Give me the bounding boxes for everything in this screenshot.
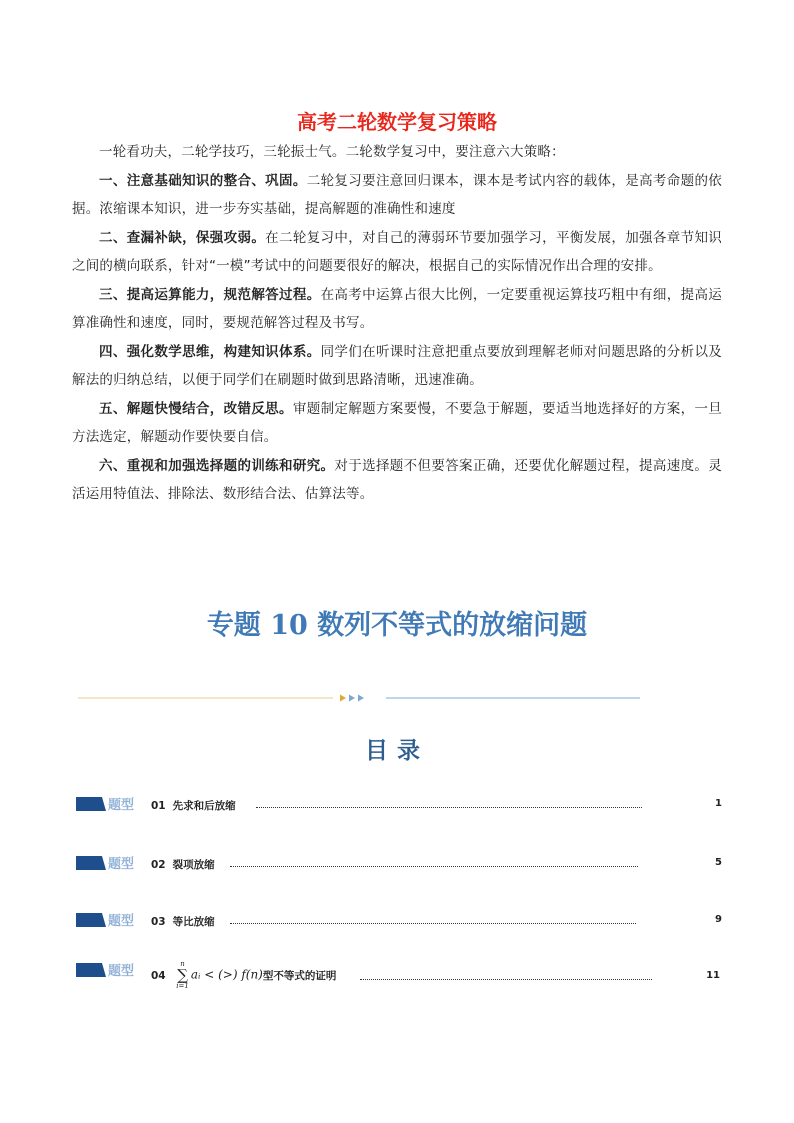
strategy-heading: 二、查漏补缺，保强攻弱。	[99, 229, 266, 246]
strategy-heading: 三、提高运算能力，规范解答过程。	[99, 286, 321, 303]
toc-item[interactable]	[76, 911, 726, 933]
toc-page-number: 11	[706, 970, 720, 981]
toc-leader-dots	[230, 866, 638, 867]
toc-title: 目录	[365, 738, 429, 764]
sum-lower-limit: i=1	[176, 982, 189, 990]
badge-label: 题型	[108, 914, 135, 929]
toc-label: 型不等式的证明	[262, 970, 337, 982]
strategy-heading: 五、解题快慢结合，改错反思。	[99, 400, 293, 417]
strategy-2	[72, 224, 722, 281]
page-title: 高考二轮数学复习策略	[297, 110, 497, 134]
question-type-badge	[76, 795, 148, 813]
strategy-body: 审题制定解题方案要慢，不要急于解题，要适当地选择好的方案，一旦方法选定，解题动作要快要自信。	[72, 400, 722, 445]
strategy-heading: 四、强化数学思维，构建知识体系。	[99, 343, 321, 360]
toc-number: 01	[151, 800, 166, 812]
badge-label: 题型	[108, 857, 135, 872]
toc-page-number: 5	[715, 857, 722, 868]
toc-item[interactable]	[76, 961, 726, 997]
strategy-body: 同学们在听课时注意把重点要放到理解老师对问题思路的分析以及解法的归纳总结，以便于同学们在刷题时做到思路清晰，迅速准确。	[72, 343, 722, 388]
toc-number: 03	[151, 916, 166, 928]
formula-expression: aᵢ < (>) f(n)	[190, 967, 263, 982]
toc-number: 02	[151, 859, 166, 871]
question-type-badge	[76, 961, 148, 979]
toc-item[interactable]	[76, 795, 726, 817]
toc-leader-dots	[230, 923, 636, 924]
section-divider	[78, 692, 640, 704]
strategy-heading: 六、重视和加强选择题的训练和研究。	[99, 457, 335, 474]
strategy-5	[72, 395, 722, 452]
toc-item[interactable]	[76, 854, 726, 876]
sum-upper-limit: n	[180, 960, 185, 968]
strategy-body: 对于选择题不但要答案正确，还要优化解题过程，提高速度。灵活运用特值法、排除法、数形结合法、估算法等。	[72, 457, 722, 502]
toc-label: 等比放缩	[172, 916, 215, 928]
strategy-1	[72, 167, 722, 224]
toc-leader-dots	[256, 807, 642, 808]
toc-label: 裂项放缩	[172, 859, 215, 871]
strategy-4	[72, 338, 722, 395]
badge-label: 题型	[108, 798, 135, 813]
toc-leader-dots	[360, 979, 652, 980]
question-type-badge	[76, 911, 148, 929]
toc-page-number: 1	[715, 798, 722, 809]
strategy-section	[72, 138, 722, 509]
strategy-6	[72, 452, 722, 509]
toc-label: 先求和后放缩	[172, 800, 236, 812]
intro-paragraph: 一轮看功夫，二轮学技巧，三轮振士气。二轮数学复习中，要注意六大策略：	[99, 144, 565, 160]
sigma-symbol: ∑	[177, 966, 188, 984]
strategy-body: 在高考中运算占很大比例，一定要重视运算技巧粗中有细，提高运算准确性和速度，同时，要规范解答过程及书写。	[72, 286, 722, 331]
question-type-badge	[76, 854, 148, 872]
badge-label: 题型	[108, 964, 135, 979]
topic-title: 专题 10 数列不等式的放缩问题	[206, 610, 588, 641]
toc-page-number: 9	[715, 914, 722, 925]
toc-number: 04	[151, 970, 166, 982]
strategy-body: 二轮复习要注意回归课本，课本是考试内容的载体，是高考命题的依据。浓缩课本知识，进一步夯实基础，提高解题的准确性和速度	[72, 172, 723, 217]
sum-formula	[176, 960, 263, 990]
strategy-body: 在二轮复习中，对自己的薄弱环节要加强学习，平衡发展，加强各章节知识之间的横向联系，针对“一模”考试中的问题要很好的解决，根据自己的实际情况作出合理的安排。	[72, 229, 722, 274]
strategy-3	[72, 281, 722, 338]
strategy-heading: 一、注意基础知识的整合、巩固。	[99, 172, 307, 189]
